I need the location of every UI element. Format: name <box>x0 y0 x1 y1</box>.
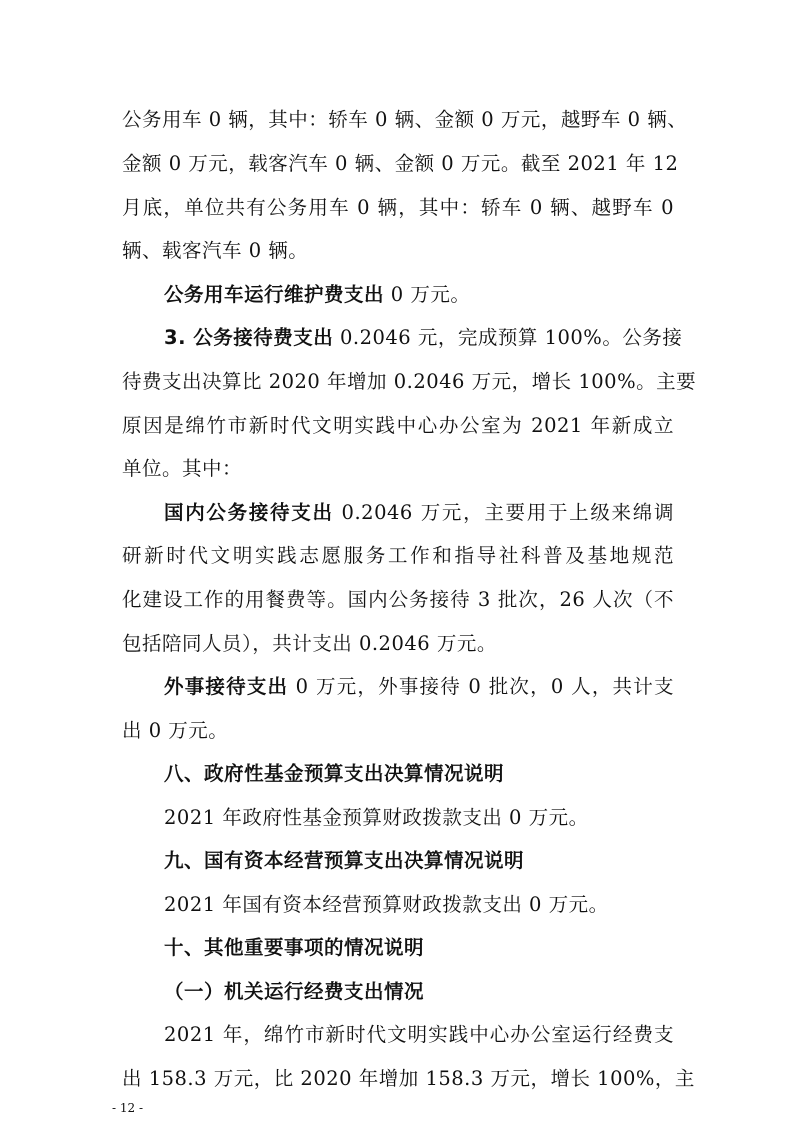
paragraph-line: 研新时代文明实践志愿服务工作和指导社科普及基地规范 <box>122 544 674 567</box>
domestic-reception-line <box>164 499 674 527</box>
foreign-reception-line <box>164 673 674 701</box>
domestic-reception-text: 0.2046 万元，主要用于上级来绵调 <box>333 501 674 524</box>
section-text: 2021 年政府性基金预算财政拨款支出 0 万元。 <box>164 806 589 829</box>
section-heading: 八、政府性基金预算支出决算情况说明 <box>164 762 505 785</box>
vehicle-maintenance-text: 0 万元。 <box>384 283 471 306</box>
section-text: 2021 年国有资本经营预算财政拨款支出 0 万元。 <box>164 893 609 916</box>
reception-label: 3. 公务接待费支出 <box>164 326 334 349</box>
paragraph-line: 公务用车 0 辆，其中：轿车 0 辆、金额 0 万元，越野车 0 辆、 <box>122 108 688 131</box>
paragraph-line: 出 0 万元。 <box>122 719 229 742</box>
vehicle-maintenance-line <box>164 281 674 309</box>
page-number: - 12 - <box>112 1101 144 1115</box>
foreign-reception-label: 外事接待支出 <box>164 675 289 698</box>
paragraph-line: 包括陪同人员），共计支出 0.2046 万元。 <box>122 632 497 655</box>
vehicle-maintenance-label: 公务用车运行维护费支出 <box>164 283 385 306</box>
paragraph-line: 原因是绵竹市新时代文明实践中心办公室为 2021 年新成立 <box>122 414 674 437</box>
section-heading: 九、国有资本经营预算支出决算情况说明 <box>164 849 525 872</box>
foreign-reception-text: 0 万元，外事接待 0 批次，0 人，共计支 <box>288 675 674 698</box>
paragraph-line: 月底，单位共有公务用车 0 辆，其中：轿车 0 辆、越野车 0 <box>122 196 674 219</box>
paragraph-line: 化建设工作的用餐费等。国内公务接待 3 批次，26 人次（不 <box>122 588 674 611</box>
reception-text: 0.2046 元，完成预算 100%。公务接 <box>333 326 683 349</box>
paragraph-line: 出 158.3 万元，比 2020 年增加 158.3 万元，增长 100%，主 <box>122 1067 695 1090</box>
paragraph-line: 金额 0 万元，载客汽车 0 辆、金额 0 万元。截至 2021 年 12 <box>122 152 679 175</box>
domestic-reception-label: 国内公务接待支出 <box>164 501 334 524</box>
paragraph-line: 单位。其中： <box>122 457 243 480</box>
reception-line <box>164 324 683 352</box>
paragraph-line: 2021 年，绵竹市新时代文明实践中心办公室运行经费支 <box>164 1023 674 1046</box>
paragraph-line: 待费支出决算比 2020 年增加 0.2046 万元，增长 100%。主要 <box>122 370 697 393</box>
paragraph-line: 辆、载客汽车 0 辆。 <box>122 239 309 262</box>
section-heading: 十、其他重要事项的情况说明 <box>164 936 425 959</box>
subsection-heading: （一）机关运行经费支出情况 <box>164 980 425 1003</box>
